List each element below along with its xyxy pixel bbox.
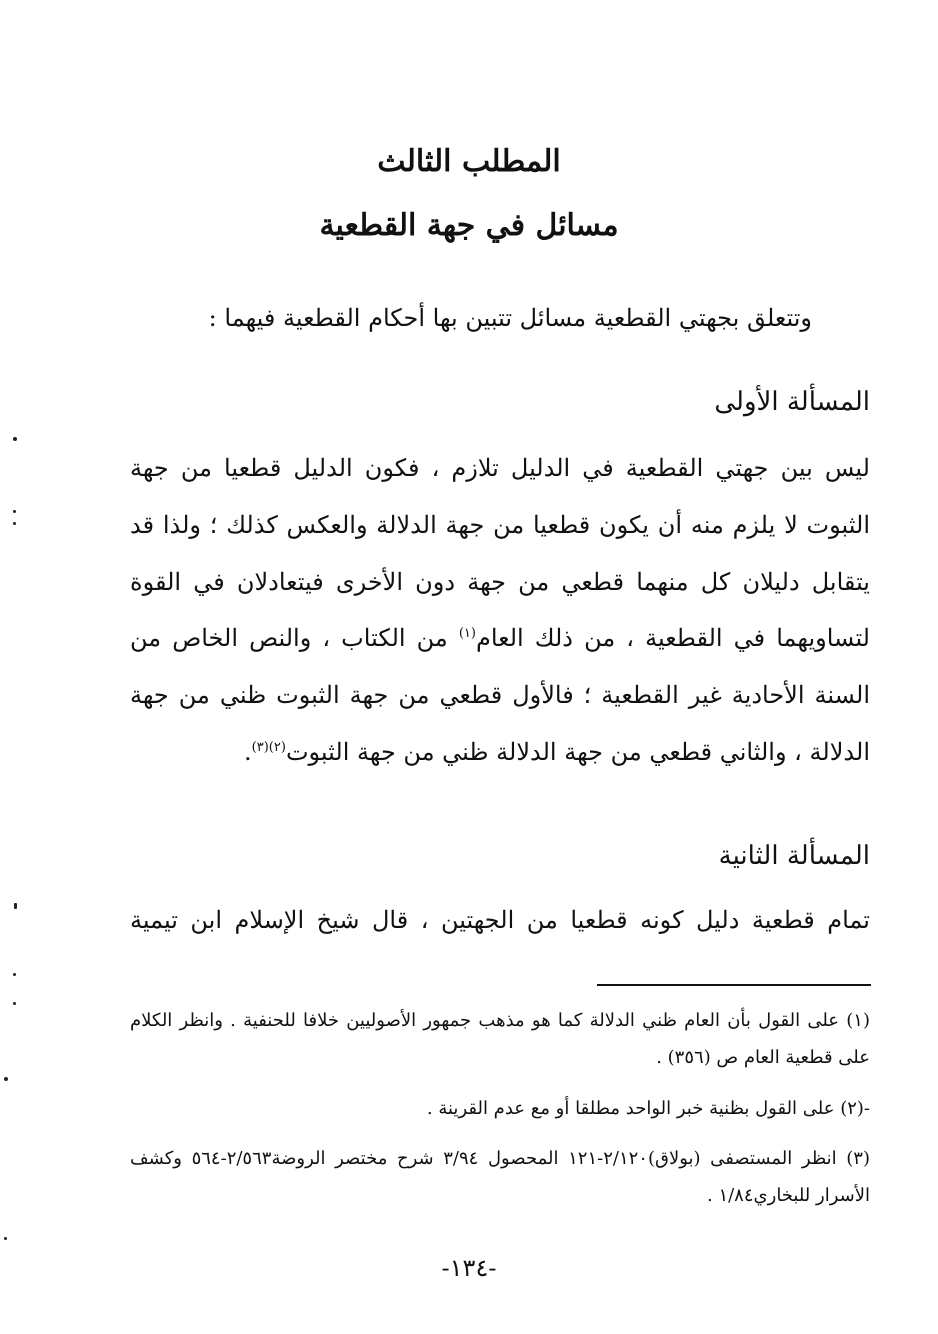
scan-speck (13, 973, 16, 976)
footnote-ref-2: (٢) (268, 739, 286, 755)
scan-speck (4, 1077, 8, 1081)
issue-two-paragraph: تمام قطعية دليل كونه قطعيا من الجهتين ، قال شيخ الإسلام ابن تيمية (130, 906, 870, 934)
scan-speck (14, 903, 17, 909)
section-subtitle: مسائل في جهة القطعية (319, 208, 619, 243)
issue-one-paragraph (130, 440, 870, 781)
issue-one-heading: المسألة الأولى (714, 387, 870, 417)
footnote-3: (٣) انظر المستصفى (بولاق)٢/١٢٠-١٢١ المحصول ٣/٩٤ شرح مختصر الروضة٢/٥٦٣-٥٦٤ وكشف الأسرار للبخاري١/٨٤ . (130, 1148, 870, 1206)
footnote-2: -(٢) على القول بظنية خبر الواحد مطلقا أو مع عدم القرينة . (426, 1098, 870, 1119)
scan-speck (13, 1002, 16, 1005)
issue-one-text-a: ليس بين جهتي القطعية في الدليل تلازم ، فكون الدليل قطعيا من جهة الثبوت لا يلزم منه أن يكون قطعيا من جهة الدلالة والعكس كذلك ؛ ولذا قد يتقابل دليلان كل منهما قطعي من جهة دون الأخرى فيتعادلان في القوة لتساويهما في القطعية ، من ذلك العام (130, 454, 870, 653)
page-number: -١٣٤- (441, 1254, 497, 1282)
issue-one-text-end: . (244, 737, 252, 766)
intro-paragraph: وتتعلق بجهتي القطعية مسائل تتبين بها أحكام القطعية فيهما : (208, 304, 812, 332)
scan-speck (4, 1237, 7, 1240)
scan-speck (13, 522, 16, 525)
issue-two-heading: المسألة الثانية (718, 841, 870, 871)
footnote-ref-1: (١) (458, 626, 476, 642)
footnote-separator (597, 984, 871, 986)
scan-speck (13, 437, 17, 441)
section-title: المطلب الثالث (377, 144, 561, 179)
scan-speck (13, 510, 16, 513)
issue-one-text-b: من الكتاب ، والنص الخاص من السنة الأحادية غير القطعية ؛ فالأول قطعي من جهة الثبوت ظني من جهة الدلالة ، والثاني قطعي من جهة الدلالة ظني من جهة الثبوت (130, 624, 870, 766)
footnote-ref-3: (٣) (251, 739, 269, 755)
footnote-1: (١) على القول بأن العام ظني الدلالة كما هو مذهب جمهور الأصوليين خلافا للحنفية . وانظر الكلام على قطعية العام ص (٣٥٦) . (130, 1010, 870, 1068)
